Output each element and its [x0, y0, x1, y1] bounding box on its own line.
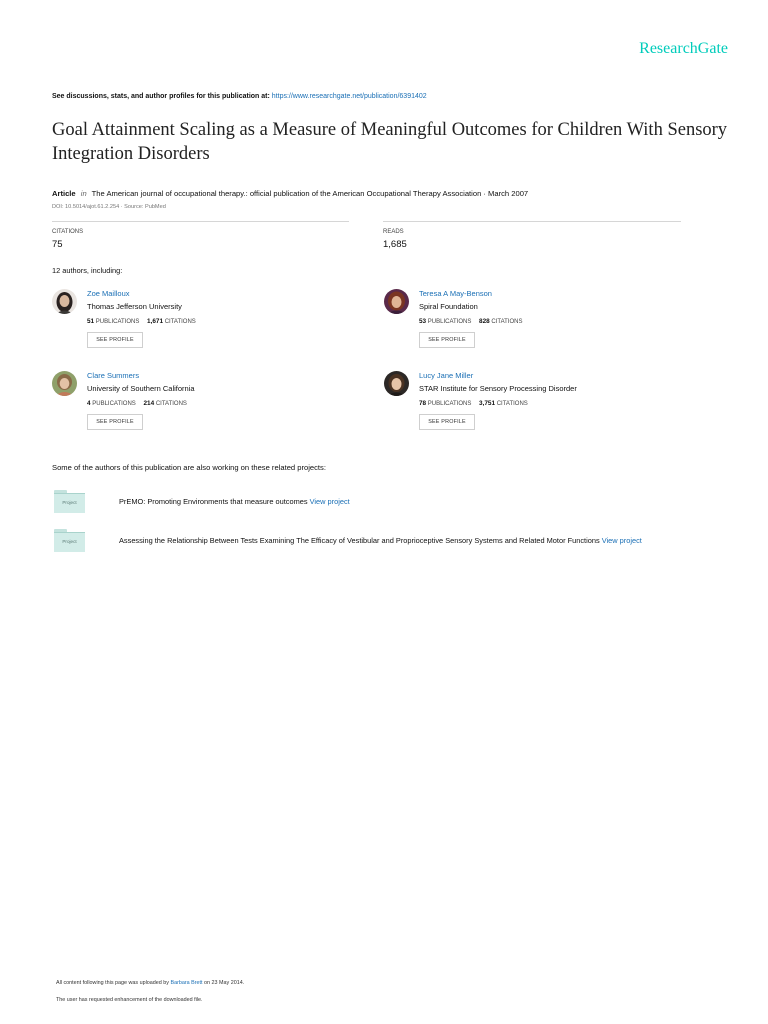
author-publications-count: 78 [419, 400, 427, 407]
publication-title: Goal Attainment Scaling as a Measure of Meaningful Outcomes for Children With Sensory Integration Disorders [52, 120, 728, 164]
avatar-photo-icon [52, 371, 77, 396]
author-institution: Spiral Foundation [419, 302, 478, 311]
publication-url-line [52, 93, 427, 100]
citations-label: CITATIONS [52, 229, 84, 235]
author-citations-label: CITATIONS [496, 401, 528, 407]
see-profile-button[interactable]: SEE PROFILE [87, 414, 143, 430]
article-info-line [52, 189, 528, 198]
view-project-link[interactable]: View project [601, 536, 642, 545]
citations-divider [52, 221, 349, 222]
upload-notice [56, 980, 244, 986]
researchgate-logo[interactable]: ResearchGate [639, 40, 728, 57]
project-title: Assessing the Relationship Between Tests Examining The Efficacy of Vestibular and Proprioceptive Sensory Systems and Related Motor Functions [119, 536, 600, 545]
author-stats [419, 318, 523, 325]
author-stats [419, 400, 528, 407]
citations-count: 75 [52, 239, 63, 250]
project-item [119, 497, 350, 506]
author-publications-label: PUBLICATIONS [95, 319, 140, 325]
reads-count: 1,685 [383, 239, 407, 250]
author-stats [87, 318, 196, 325]
author-avatar[interactable] [52, 289, 77, 314]
see-profile-button[interactable]: SEE PROFILE [419, 332, 475, 348]
author-publications-count: 4 [87, 400, 91, 407]
avatar-photo-icon [52, 289, 77, 314]
authors-heading: 12 authors, including: [52, 266, 123, 275]
author-avatar[interactable] [52, 371, 77, 396]
doi-source-line: DOI: 10.5014/ajot.61.2.254 · Source: PubMed [52, 204, 166, 210]
publication-url-link[interactable]: https://www.researchgate.net/publication/6391402 [271, 93, 427, 100]
in-word: in [80, 189, 87, 198]
publication-type: Article [52, 189, 76, 198]
author-name-link[interactable]: Clare Summers [87, 371, 140, 380]
project-title: PrEMO: Promoting Environments that measure outcomes [119, 497, 308, 506]
related-projects-heading: Some of the authors of this publication are also working on these related projects: [52, 463, 326, 472]
author-card-teresa-may-benson [384, 289, 684, 359]
uploader-link[interactable]: Barbara Brett [170, 980, 203, 986]
author-citations-count: 3,751 [479, 400, 496, 407]
author-name-link[interactable]: Teresa A May-Benson [419, 289, 492, 298]
author-institution: Thomas Jefferson University [87, 302, 182, 311]
author-name-link[interactable]: Zoe Mailloux [87, 289, 130, 298]
author-citations-count: 214 [143, 400, 155, 407]
view-project-link[interactable]: View project [309, 497, 350, 506]
avatar-photo-icon [384, 289, 409, 314]
author-card-clare-summers [52, 371, 352, 441]
author-card-lucy-jane-miller [384, 371, 684, 441]
see-discussions-text: See discussions, stats, and author profiles for this publication at: [52, 93, 270, 100]
author-publications-label: PUBLICATIONS [427, 319, 472, 325]
author-publications-label: PUBLICATIONS [427, 401, 472, 407]
journal-name: The American journal of occupational therapy.: official publication of the American Occupational Therapy Association · March 2007 [91, 189, 529, 198]
see-profile-button[interactable]: SEE PROFILE [87, 332, 143, 348]
author-citations-label: CITATIONS [491, 319, 523, 325]
author-stats [87, 400, 187, 407]
author-avatar[interactable] [384, 371, 409, 396]
see-profile-button[interactable]: SEE PROFILE [419, 414, 475, 430]
author-publications-label: PUBLICATIONS [92, 401, 136, 407]
reads-label: READS [383, 229, 404, 235]
project-item [119, 536, 642, 545]
project-folder-icon[interactable] [54, 529, 85, 551]
author-card-zoe-mailloux [52, 289, 352, 359]
reads-divider [383, 221, 681, 222]
author-citations-label: CITATIONS [155, 401, 187, 407]
upload-prefix: All content following this page was uploaded by [56, 980, 169, 986]
avatar-photo-icon [384, 371, 409, 396]
author-publications-count: 51 [87, 318, 95, 325]
author-institution: STAR Institute for Sensory Processing Disorder [419, 384, 577, 393]
author-name-link[interactable]: Lucy Jane Miller [419, 371, 474, 380]
author-publications-count: 53 [419, 318, 427, 325]
upload-date: on 23 May 2014. [204, 980, 245, 986]
author-citations-label: CITATIONS [164, 319, 196, 325]
author-citations-count: 1,671 [147, 318, 164, 325]
author-citations-count: 828 [479, 318, 490, 325]
project-icon-label: Project [62, 500, 77, 505]
enhancement-notice: The user has requested enhancement of the downloaded file. [56, 997, 203, 1003]
project-icon-label: Project [62, 539, 77, 544]
project-folder-icon[interactable] [54, 490, 85, 512]
author-avatar[interactable] [384, 289, 409, 314]
author-institution: University of Southern California [87, 384, 195, 393]
